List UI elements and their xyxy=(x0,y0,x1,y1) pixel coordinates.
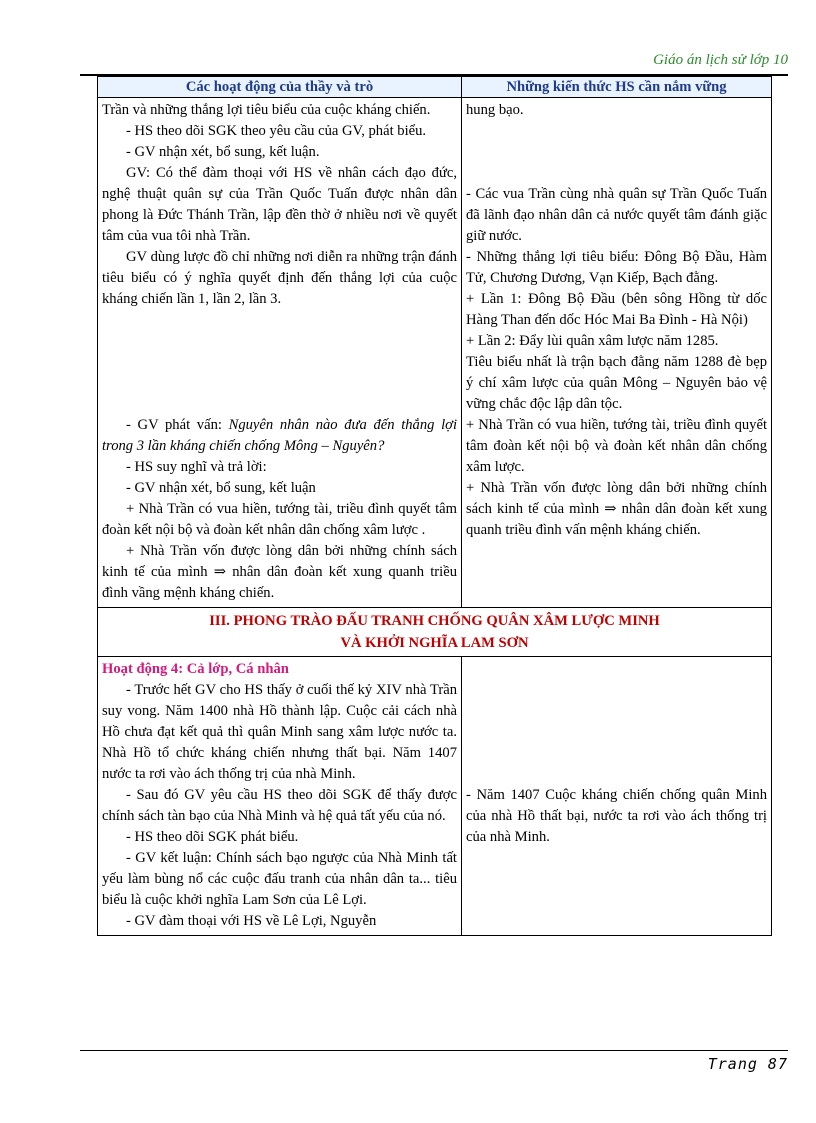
paragraph: - GV nhận xét, bổ sung, kết luận xyxy=(126,480,316,496)
knowledge-cell xyxy=(462,657,772,936)
spacer xyxy=(466,659,767,785)
section-title-line: VÀ KHỞI NGHĨA LAM SƠN xyxy=(340,635,529,651)
paragraph: - GV nhận xét, bổ sung, kết luận. xyxy=(126,144,320,160)
activities-cell xyxy=(98,98,462,608)
page-number: Trang 87 xyxy=(707,1055,788,1073)
paragraph: Trần và những thắng lợi tiêu biểu của cuộc kháng chiến. xyxy=(102,102,431,118)
paragraph: + Nhà Trần có vua hiền, tướng tài, triều đình quyết tâm đoàn kết nội bộ và đoàn kết nhân dân chống xâm lược. xyxy=(466,417,767,475)
paragraph: - GV kết luận: Chính sách bạo ngược của Nhà Minh tất yếu làm bùng nổ các cuộc đấu tranh của nhân dân ta... tiêu biểu là cuộc khởi nghĩa Lam Sơn của Lê Lợi. xyxy=(102,850,457,908)
paragraph: - Trước hết GV cho HS thấy ở cuối thế kỷ XIV nhà Trần suy vong. Năm 1400 nhà Hồ thành lập. Cuộc cải cách nhà Hồ chưa đạt kết quả thì quân Minh sang xâm lược nước ta. Nhà Hồ tổ chức kháng chiến nhưng thất bại. Năm 1407 nước ta rơi vào ách thống trị của nhà Minh. xyxy=(102,682,457,782)
table-row xyxy=(98,657,772,936)
paragraph: GV: Có thể đàm thoại với HS về nhân cách đạo đức, nghệ thuật quân sự của Trần Quốc Tuấn được nhân dân phong là Đức Thánh Trần, lập đền thờ ở nhiều nơi về quyết tâm của vua tôi nhà Trần. xyxy=(102,165,457,244)
paragraph: - HS theo dõi SGK phát biểu. xyxy=(126,829,299,845)
column-header-knowledge: Những kiến thức HS cần nắm vững xyxy=(462,77,772,98)
section-title-line: III. PHONG TRÀO ĐẤU TRANH CHỐNG QUÂN XÂM LƯỢC MINH xyxy=(209,613,660,629)
activity-title: Hoạt động 4: Cả lớp, Cá nhân xyxy=(102,661,289,677)
question-prefix: - GV phát vấn: xyxy=(126,417,229,433)
question-text: Nguyên nhân nào đưa đến thắng lợi trong 3 lần kháng chiến chống Mông – Nguyên? xyxy=(102,417,457,454)
paragraph: + Nhà Trần có vua hiền, tướng tài, triều đình quyết tâm đoàn kết nội bộ và đoàn kết nhân dân chống xâm lược . xyxy=(102,501,457,538)
paragraph: Tiêu biểu nhất là trận bạch đằng năm 1288 đè bẹp ý chí xâm lược của quân Mông – Nguyên bảo vệ vững chắc độc lập dân tộc. xyxy=(466,354,767,412)
table-row xyxy=(98,98,772,608)
paragraph: + Nhà Trần vốn được lòng dân bởi những chính sách kinh tế của mình ⇒ nhân dân đoàn kết xung quanh triều đình vầng mệnh kháng chiến. xyxy=(102,543,457,601)
spacer xyxy=(466,121,767,184)
section-row xyxy=(98,608,772,657)
paragraph: + Nhà Trần vốn được lòng dân bởi những chính sách kinh tế của mình ⇒ nhân dân đoàn kết xung quanh triều đình vấn mệnh kháng chiến. xyxy=(466,480,767,538)
paragraph: - Những thắng lợi tiêu biểu: Đông Bộ Đầu, Hàm Tử, Chương Dương, Vạn Kiếp, Bạch đằng. xyxy=(466,249,767,286)
lesson-table xyxy=(97,76,772,936)
paragraph: - Các vua Trần cùng nhà quân sự Trần Quốc Tuấn đã lãnh đạo nhân dân cả nước quyết tâm đánh giặc giữ nước. xyxy=(466,186,767,244)
paragraph: + Lần 1: Đông Bộ Đầu (bên sông Hồng từ dốc Hàng Than đến dốc Hóc Mai Ba Đình - Hà Nội) xyxy=(466,291,767,328)
knowledge-cell xyxy=(462,98,772,608)
paragraph: - HS theo dõi SGK theo yêu cầu của GV, phát biểu. xyxy=(126,123,427,139)
paragraph: - GV đàm thoại với HS về Lê Lợi, Nguyễn xyxy=(126,913,377,929)
question-paragraph xyxy=(102,415,457,457)
activities-cell xyxy=(98,657,462,936)
paragraph: - Sau đó GV yêu cầu HS theo dõi SGK để thấy được chính sách tàn bạo của Nhà Minh và hệ quả tất yếu của nó. xyxy=(102,787,457,824)
paragraph: hung bạo. xyxy=(466,102,524,118)
document-header-title: Giáo án lịch sử lớp 10 xyxy=(653,52,788,68)
paragraph: + Lần 2: Đẩy lùi quân xâm lược năm 1285. xyxy=(466,333,719,349)
table-header-row xyxy=(98,77,772,98)
spacer xyxy=(102,310,457,415)
footer-rule xyxy=(80,1050,788,1051)
paragraph: GV dùng lược đồ chỉ những nơi diễn ra những trận đánh tiêu biểu có ý nghĩa quyết định đến thắng lợi của cuộc kháng chiến lần 1, lần 2, lần 3. xyxy=(102,249,457,307)
paragraph: - Năm 1407 Cuộc kháng chiến chống quân Minh của nhà Hồ thất bại, nước ta rơi vào ách thống trị của nhà Minh. xyxy=(466,787,767,845)
section-title xyxy=(98,608,772,657)
column-header-activities: Các hoạt động của thầy và trò xyxy=(98,77,462,98)
paragraph: - HS suy nghĩ và trả lời: xyxy=(126,459,267,475)
